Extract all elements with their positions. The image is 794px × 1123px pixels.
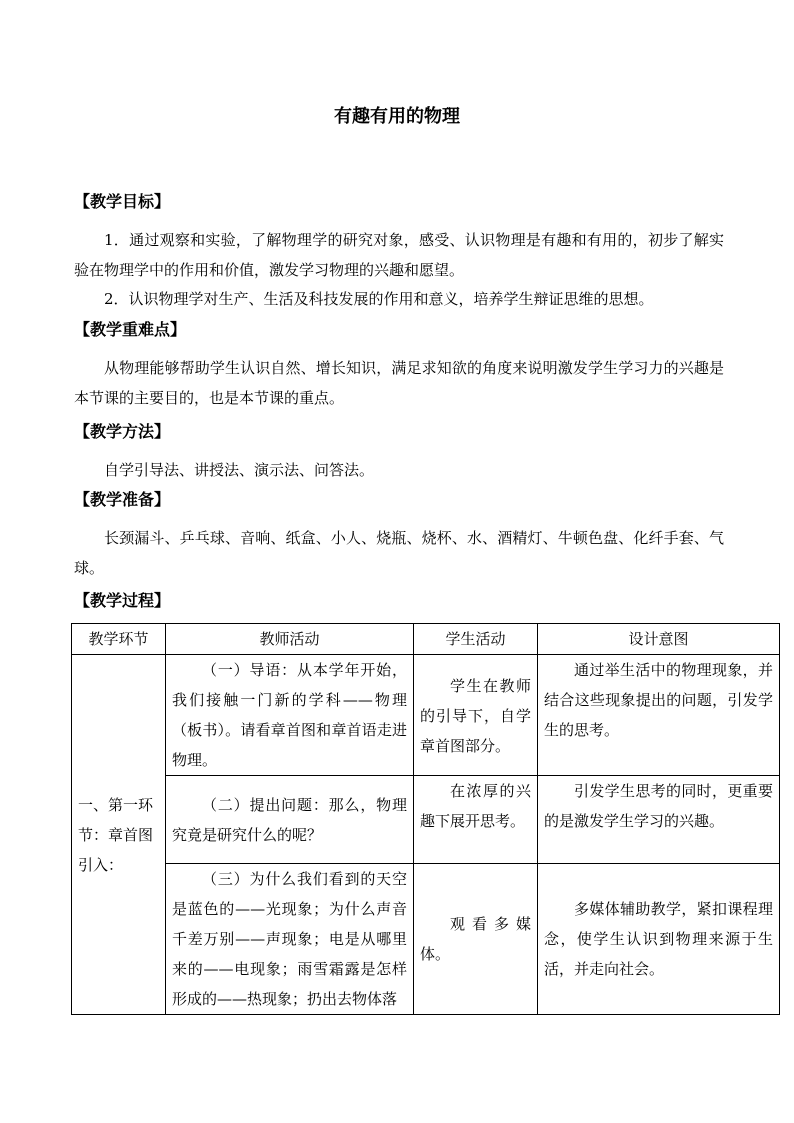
heading-keypoints: 【教学重难点】 <box>74 320 187 339</box>
table-row <box>72 776 780 864</box>
design-intent-cell: 通过举生活中的物理现象，并结合这些现象提出的问题，引发学生的思考。 <box>538 655 780 776</box>
heading-goals: 【教学目标】 <box>74 192 171 211</box>
table-row <box>72 864 780 1015</box>
teacher-activity-cell: （二）提出问题：那么，物理究竟是研究什么的呢？ <box>166 776 414 864</box>
stage-cell: 一、第一环节：章首图引入： <box>72 655 166 1015</box>
teacher-activity-cell: （三）为什么我们看到的天空是蓝色的——光现象；为什么声音千差万别——声现象；电是从哪里来的——电现象；雨雪霜露是怎样形成的——热现象；扔出去物体落 <box>166 864 414 1015</box>
methods-paragraph: 自学引导法、讲授法、演示法、问答法。 <box>104 461 375 479</box>
goals-paragraph-2: 2．认识物理学对生产、生活及科技发展的作用和意义，培养学生辩证思维的思想。 <box>104 290 654 308</box>
table-row <box>72 655 780 776</box>
teacher-activity-cell: （一）导语：从本学年开始，我们接触一门新的学科——物理（板书）。请看章首图和章首语走进物理。 <box>166 655 414 776</box>
process-table <box>71 623 780 1015</box>
design-intent-cell: 多媒体辅助教学，紧扣课程理念，使学生认识到物理来源于生活，并走向社会。 <box>538 864 780 1015</box>
goals-paragraph-1: 1．通过观察和实验，了解物理学的研究对象，感受、认识物理是有趣和有用的，初步了解实验在物理学中的作用和价值，激发学习物理的兴趣和愿望。 <box>74 231 724 279</box>
student-activity-cell: 学生在教师的引导下，自学章首图部分。 <box>414 655 538 776</box>
heading-process: 【教学过程】 <box>74 591 171 610</box>
table-header: 学生活动 <box>414 624 538 655</box>
table-header: 教学环节 <box>72 624 166 655</box>
student-activity-cell: 观看多媒体。 <box>414 864 538 1015</box>
design-intent-cell: 引发学生思考的同时，更重要的是激发学生学习的兴趣。 <box>538 776 780 864</box>
table-header-row <box>72 624 780 655</box>
table-header: 设计意图 <box>538 624 780 655</box>
student-activity-cell: 在浓厚的兴趣下展开思考。 <box>414 776 538 864</box>
table-header: 教师活动 <box>166 624 414 655</box>
page-title: 有趣有用的物理 <box>334 106 460 127</box>
prep-paragraph: 长颈漏斗、乒乓球、音响、纸盒、小人、烧瓶、烧杯、水、酒精灯、牛顿色盘、化纤手套、气球。 <box>74 529 724 577</box>
heading-prep: 【教学准备】 <box>74 490 171 509</box>
heading-methods: 【教学方法】 <box>74 422 171 441</box>
keypoints-paragraph: 从物理能够帮助学生认识自然、增长知识，满足求知欲的角度来说明激发学生学习力的兴趣是本节课的主要目的，也是本节课的重点。 <box>74 359 724 407</box>
